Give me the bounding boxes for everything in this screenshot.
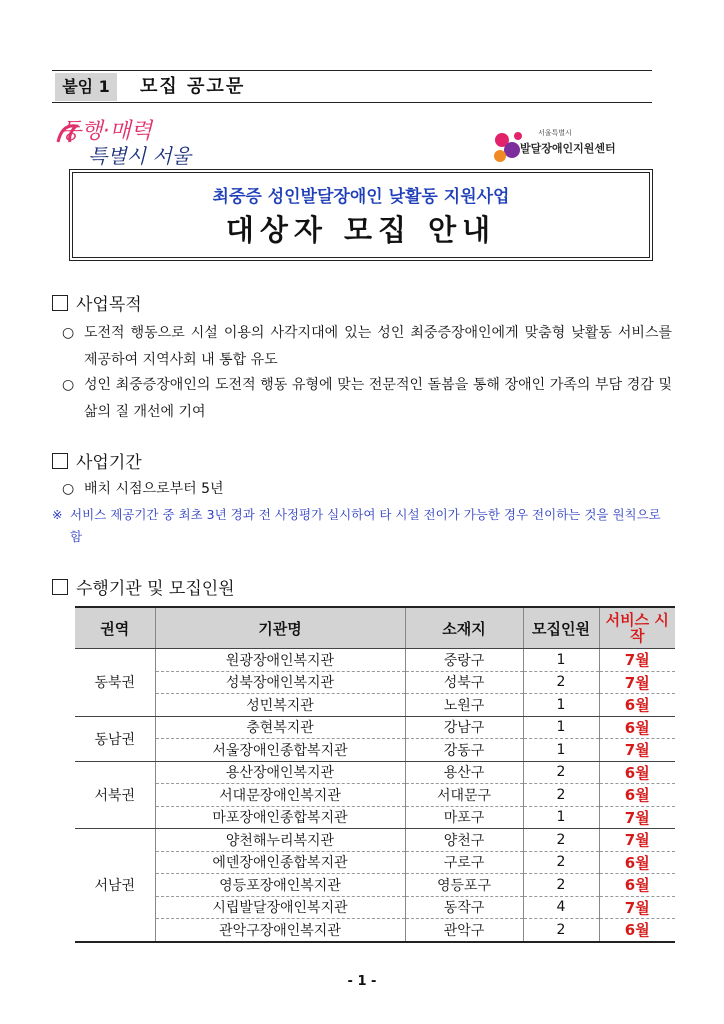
institution-cell: 마포장애인종합복지관 [155,806,405,829]
count-cell: 2 [523,829,599,852]
table-row [75,716,675,739]
header-count: 모집인원 [523,607,599,649]
institution-cell: 영등포장애인복지관 [155,874,405,897]
count-cell: 1 [523,806,599,829]
location-cell: 용산구 [405,761,523,784]
seoul-slogan-line1: 동행·매력 [60,119,153,144]
count-cell: 2 [523,761,599,784]
service-start-cell: 6월 [599,694,675,717]
service-start-cell: 7월 [599,896,675,919]
location-cell: 관악구 [405,919,523,942]
seoul-slogan-line2: 특별시 서울 [88,144,191,168]
header-service-start: 서비스 시작 [599,607,675,649]
header-institution: 기관명 [155,607,405,649]
purpose-item-2 [62,372,672,426]
count-cell: 2 [523,671,599,694]
title-subtitle: 최중증 성인발달장애인 낮활동 지원사업 [212,187,510,207]
location-cell: 양천구 [405,829,523,852]
location-cell: 영등포구 [405,874,523,897]
table-row [75,761,675,784]
section-institutions-heading [52,574,235,599]
period-item-1-text: 배치 시점으로부터 5년 [84,481,224,497]
checkbox-icon [52,453,68,469]
header-location: 소재지 [405,607,523,649]
count-cell: 2 [523,851,599,874]
service-start-cell: 7월 [599,671,675,694]
seoul-slogan-logo [52,108,202,170]
section-institutions-title: 수행기관 및 모집인원 [76,579,235,599]
table-row [75,874,675,897]
institution-cell: 관악구장애인복지관 [155,919,405,942]
institution-cell: 시립발달장애인복지관 [155,896,405,919]
page-number: - 1 - [347,974,377,989]
recruitment-table [75,606,675,943]
period-note-text: 서비스 제공기간 중 최초 3년 경과 전 사정평가 실시하여 타 시설 전이가 가능한 경우 전이하는 것을 원칙으로 함 [70,507,661,544]
header-rule-top [52,70,652,71]
location-cell: 강남구 [405,716,523,739]
service-start-cell: 6월 [599,716,675,739]
attachment-title: 모집 공고문 [140,76,246,97]
region-cell: 서남권 [75,829,155,942]
location-cell: 마포구 [405,806,523,829]
attachment-badge: 붙임 1 [55,73,117,101]
section-period-title: 사업기간 [76,453,142,473]
checkbox-icon [52,295,68,311]
service-start-cell: 6월 [599,851,675,874]
service-start-cell: 7월 [599,649,675,672]
table-row [75,829,675,852]
location-cell: 강동구 [405,739,523,762]
purpose-item-1-text: 도전적 행동으로 시설 이용의 사각지대에 있는 성인 최중증장애인에게 맞춤형 낮활동 서비스를 제공하여 지역사회 내 통합 유도 [84,325,672,368]
circle-bullet-icon: ○ [62,481,75,497]
table-row [75,896,675,919]
service-start-cell: 7월 [599,739,675,762]
service-start-cell: 7월 [599,829,675,852]
institution-cell: 충현복지관 [155,716,405,739]
count-cell: 4 [523,896,599,919]
service-start-cell: 6월 [599,874,675,897]
location-cell: 구로구 [405,851,523,874]
count-cell: 1 [523,649,599,672]
location-cell: 서대문구 [405,784,523,807]
region-cell: 동남권 [75,716,155,761]
institution-cell: 용산장애인복지관 [155,761,405,784]
table-row [75,649,675,672]
institution-cell: 양천해누리복지관 [155,829,405,852]
section-purpose-heading [52,290,142,315]
institution-cell: 원광장애인복지관 [155,649,405,672]
title-main: 대상자 모집 안내 [225,213,497,247]
circle-bullet-icon: ○ [62,377,75,393]
header-region: 권역 [75,607,155,649]
center-logo-name: 발달장애인지원센터 [520,142,616,155]
purpose-item-1 [62,320,672,374]
count-cell: 2 [523,784,599,807]
table-header-row [75,607,675,649]
circle-bullet-icon: ○ [62,325,75,341]
institution-cell: 서대문장애인복지관 [155,784,405,807]
center-logo-org: 서울특별시 [538,129,572,137]
table-row [75,919,675,942]
service-start-cell: 6월 [599,784,675,807]
count-cell: 1 [523,739,599,762]
count-cell: 2 [523,919,599,942]
table-row [75,851,675,874]
institution-cell: 서울장애인종합복지관 [155,739,405,762]
institution-cell: 성민복지관 [155,694,405,717]
region-cell: 동북권 [75,649,155,717]
region-cell: 서북권 [75,761,155,829]
location-cell: 노원구 [405,694,523,717]
table-body [75,649,675,942]
section-purpose-title: 사업목적 [76,295,142,315]
table-row [75,806,675,829]
service-start-cell: 6월 [599,919,675,942]
table-row [75,671,675,694]
service-start-cell: 7월 [599,806,675,829]
reference-mark-icon: ※ [52,507,63,522]
institution-cell: 에덴장애인종합복지관 [155,851,405,874]
section-period-heading [52,448,142,473]
checkbox-icon [52,579,68,595]
header-rule-bottom [52,102,652,103]
table-row [75,694,675,717]
institution-cell: 성북장애인복지관 [155,671,405,694]
purpose-item-2-text: 성인 최중증장애인의 도전적 행동 유형에 맞는 전문적인 돌봄을 통해 장애인 가족의 부담 경감 및 삶의 질 개선에 기여 [84,377,672,420]
service-start-cell: 6월 [599,761,675,784]
count-cell: 1 [523,716,599,739]
count-cell: 2 [523,874,599,897]
period-note [52,504,674,548]
location-cell: 중랑구 [405,649,523,672]
period-item-1 [62,476,672,503]
location-cell: 성북구 [405,671,523,694]
table-row [75,739,675,762]
count-cell: 1 [523,694,599,717]
table-row [75,784,675,807]
location-cell: 동작구 [405,896,523,919]
